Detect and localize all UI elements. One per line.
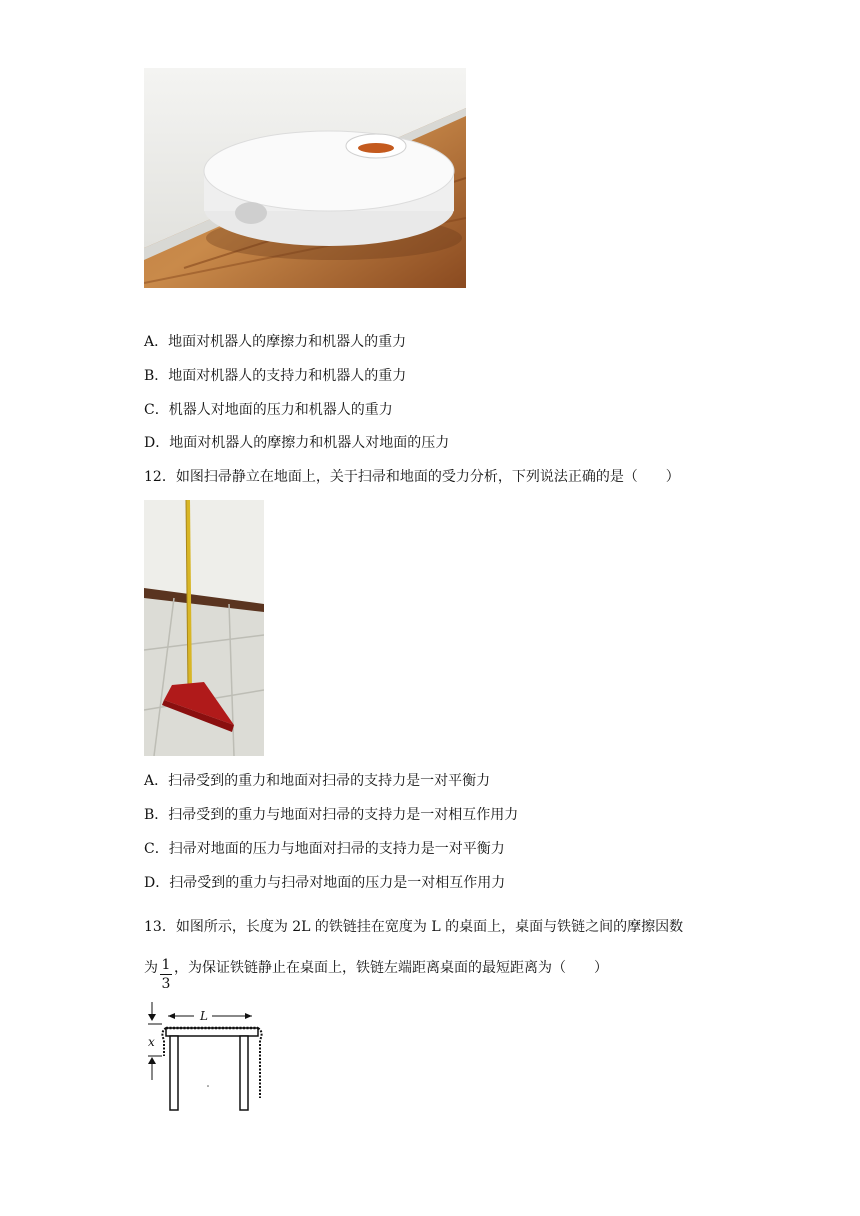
fraction-numerator: 1 xyxy=(161,957,171,973)
option-text: 扫帚受到的重力和地面对扫帚的支持力是一对平衡力 xyxy=(168,773,491,789)
option-text: 地面对机器人的摩擦力和机器人的重力 xyxy=(168,334,407,350)
q12-stem: 12．如图扫帚静立在地面上，关于扫帚和地面的受力分析，下列说法正确的是（ ） xyxy=(144,469,680,485)
q11-option-a xyxy=(144,333,406,351)
option-text: 扫帚受到的重力与地面对扫帚的支持力是一对相互作用力 xyxy=(168,807,519,823)
q12-option-a xyxy=(144,772,490,790)
broom-photo xyxy=(144,500,264,756)
option-text: 扫帚受到的重力与扫帚对地面的压力是一对相互作用力 xyxy=(169,875,506,891)
option-label: C． xyxy=(144,841,169,857)
fraction-one-third xyxy=(158,957,174,992)
option-label: A． xyxy=(144,334,169,350)
q12-option-c xyxy=(144,840,505,858)
diagram-label-l: L xyxy=(200,1009,208,1023)
q12-option-d xyxy=(144,874,505,892)
fraction-denominator: 3 xyxy=(161,976,171,992)
option-text: 机器人对地面的压力和机器人的重力 xyxy=(168,402,393,418)
option-label: B． xyxy=(144,807,169,823)
fraction-bar xyxy=(160,974,172,975)
q12-option-b xyxy=(144,806,518,824)
option-label: A． xyxy=(144,773,169,789)
option-text: 地面对机器人的摩擦力和机器人对地面的压力 xyxy=(169,435,450,451)
option-label: C． xyxy=(144,402,169,418)
option-label: B． xyxy=(144,368,169,384)
chain-table-diagram xyxy=(144,998,274,1116)
option-label: D． xyxy=(144,875,170,891)
option-text: 扫帚对地面的压力与地面对扫帚的支持力是一对平衡力 xyxy=(168,841,505,857)
q11-option-b xyxy=(144,367,406,385)
q11-option-d xyxy=(144,434,449,452)
option-text: 地面对机器人的支持力和机器人的重力 xyxy=(168,368,407,384)
q13-stem-prefix: 为 xyxy=(144,960,158,976)
q13-stem-line1: 13．如图所示，长度为 2L 的铁链挂在宽度为 L 的桌面上，桌面与铁链之间的摩擦因数 xyxy=(144,919,684,935)
q11-option-c xyxy=(144,401,393,419)
diagram-label-x: x xyxy=(148,1035,155,1049)
q13-stem-suffix: ，为保证铁链静止在桌面上，铁链左端距离桌面的最短距离为（ ） xyxy=(174,960,608,976)
robot-vacuum-photo xyxy=(144,68,466,288)
option-label: D． xyxy=(144,435,170,451)
